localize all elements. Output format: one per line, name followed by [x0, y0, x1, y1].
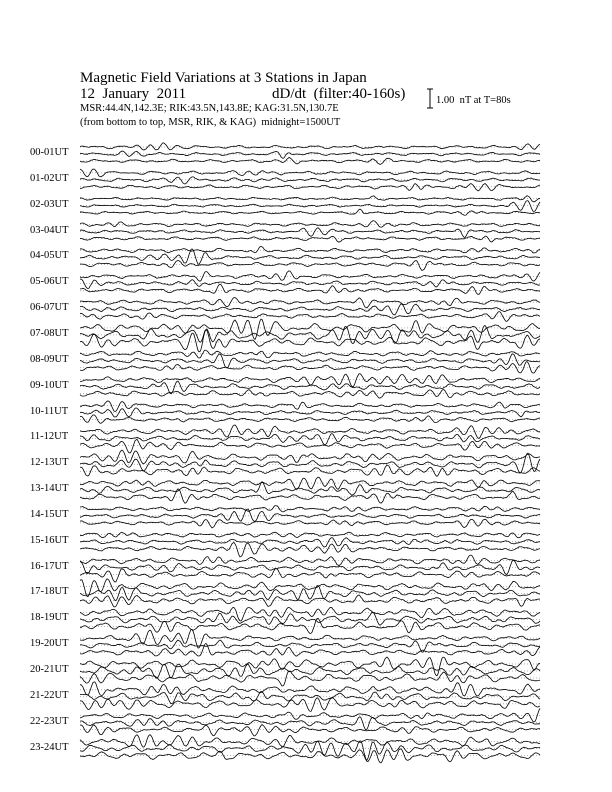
row-label-04-05ut: 04-05UT [30, 250, 69, 262]
row-label-09-10ut: 09-10UT [30, 379, 69, 391]
trace-06-07ut-msr [80, 312, 540, 322]
trace-02-03ut-rik [80, 201, 540, 212]
row-label-15-16ut: 15-16UT [30, 534, 69, 546]
trace-10-11ut-kag [80, 401, 540, 412]
trace-12-13ut-msr [80, 465, 540, 476]
chart-component: dD/dt (filter:40-160s) [272, 86, 406, 102]
trace-06-07ut-kag [80, 298, 540, 308]
trace-11-12ut-rik [80, 434, 540, 445]
row-label-00-01ut: 00-01UT [30, 147, 69, 158]
row-label-23-24ut: 23-24UT [30, 741, 69, 753]
trace-09-10ut-msr [80, 390, 540, 399]
row-label-21-22ut: 21-22UT [30, 689, 69, 701]
scale-bar [427, 89, 433, 108]
row-label-11-12ut: 11-12UT [30, 431, 69, 443]
trace-10-11ut-msr [80, 415, 540, 423]
row-label-16-17ut: 16-17UT [30, 560, 69, 572]
trace-11-12ut-msr [80, 439, 540, 453]
trace-07-08ut-rik [80, 326, 540, 344]
trace-23-24ut-kag [80, 735, 540, 747]
trace-07-08ut-msr [80, 330, 540, 352]
trace-22-23ut-rik [80, 717, 540, 730]
trace-16-17ut-msr [80, 569, 540, 583]
trace-04-05ut-kag [80, 246, 540, 253]
trace-01-02ut-msr [80, 184, 540, 191]
trace-05-06ut-msr [80, 284, 540, 294]
trace-18-19ut-kag [80, 607, 540, 621]
trace-03-04ut-rik [80, 228, 540, 238]
trace-14-15ut-msr [80, 519, 540, 528]
trace-04-05ut-msr [80, 261, 540, 271]
row-label-08-09ut: 08-09UT [30, 353, 69, 365]
trace-15-16ut-rik [80, 538, 540, 547]
trace-11-12ut-kag [80, 425, 540, 438]
trace-22-23ut-kag [80, 708, 540, 721]
trace-17-18ut-kag [80, 579, 540, 597]
trace-09-10ut-rik [80, 381, 540, 394]
trace-18-19ut-rik [80, 613, 540, 626]
row-label-18-19ut: 18-19UT [30, 612, 69, 624]
row-label-17-18ut: 17-18UT [30, 586, 69, 598]
row-label-03-04ut: 03-04UT [30, 224, 69, 236]
chart-date: 12 January 2011 [80, 86, 187, 102]
trace-20-21ut-msr [80, 671, 540, 686]
row-label-06-07ut: 06-07UT [30, 302, 69, 314]
station-coordinates: MSR:44.4N,142.3E; RIK:43.5N,143.8E; KAG:31.5N,130.7E [80, 103, 339, 114]
trace-08-09ut-kag [80, 350, 540, 358]
trace-02-03ut-msr [80, 209, 540, 215]
trace-00-01ut-rik [80, 151, 540, 158]
trace-02-03ut-kag [80, 196, 540, 202]
trace-16-17ut-kag [80, 555, 540, 565]
station-order-note: (from bottom to top, MSR, RIK, & KAG) midnight=1500UT [80, 117, 341, 128]
trace-15-16ut-msr [80, 542, 540, 557]
trace-14-15ut-kag [80, 506, 540, 512]
trace-17-18ut-msr [80, 595, 540, 607]
row-label-19-20ut: 19-20UT [30, 638, 69, 650]
scale-bar-label: 1.00 nT at T=80s [436, 95, 511, 106]
trace-08-09ut-rik [80, 354, 540, 368]
trace-15-16ut-kag [80, 532, 540, 538]
trace-00-01ut-msr [80, 158, 540, 165]
row-label-10-11ut: 10-11UT [30, 405, 69, 417]
trace-22-23ut-msr [80, 725, 540, 736]
trace-01-02ut-rik [80, 177, 540, 184]
row-label-02-03ut: 02-03UT [30, 198, 69, 210]
row-label-05-06ut: 05-06UT [30, 276, 69, 288]
row-label-22-23ut: 22-23UT [30, 715, 69, 727]
row-label-14-15ut: 14-15UT [30, 508, 69, 520]
row-label-07-08ut: 07-08UT [30, 327, 69, 339]
row-label-01-02ut: 01-02UT [30, 172, 69, 184]
trace-10-11ut-rik [80, 408, 540, 417]
trace-21-22ut-msr [80, 698, 540, 712]
trace-03-04ut-kag [80, 221, 540, 228]
trace-03-04ut-msr [80, 236, 540, 242]
row-label-20-21ut: 20-21UT [30, 664, 69, 675]
trace-05-06ut-kag [80, 271, 540, 281]
trace-00-01ut-kag [80, 143, 540, 150]
row-label-12-13ut: 12-13UT [30, 457, 69, 469]
trace-08-09ut-msr [80, 362, 540, 373]
row-label-13-14ut: 13-14UT [30, 483, 69, 495]
trace-21-22ut-kag [80, 682, 540, 696]
chart-title: Magnetic Field Variations at 3 Stations in Japan [80, 70, 367, 86]
trace-09-10ut-kag [80, 374, 540, 387]
